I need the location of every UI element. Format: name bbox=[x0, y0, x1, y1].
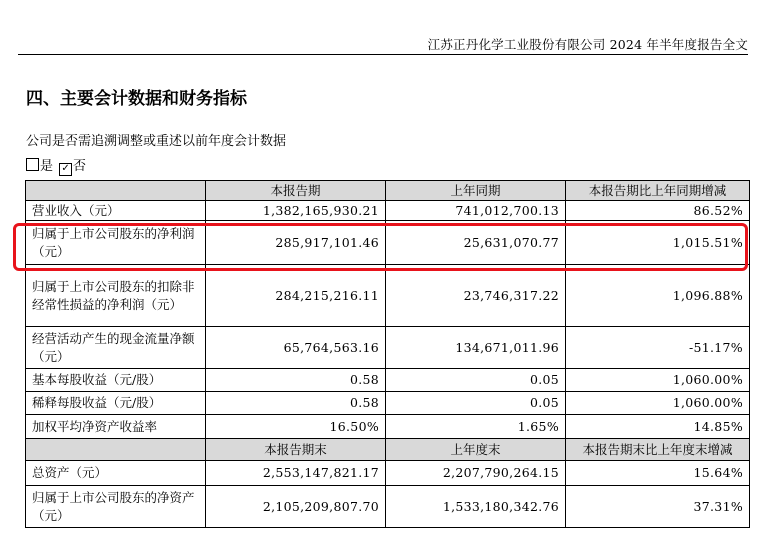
value-cell: 1.65% bbox=[386, 415, 566, 439]
value-cell: 23,746,317.22 bbox=[386, 265, 566, 327]
table-row bbox=[26, 369, 750, 392]
row-label: 基本每股收益（元/股） bbox=[26, 369, 206, 392]
table-header-row bbox=[26, 439, 750, 461]
header-cell: 本报告期 bbox=[206, 181, 386, 201]
value-cell: 2,207,790,264.15 bbox=[386, 461, 566, 486]
document-header bbox=[18, 36, 748, 55]
value-cell: 1,060.00% bbox=[566, 369, 750, 392]
row-label: 归属于上市公司股东的净利润（元） bbox=[26, 221, 206, 265]
checkbox-checked-icon[interactable]: ✓ bbox=[59, 163, 72, 176]
value-cell: 1,096.88% bbox=[566, 265, 750, 327]
header-cell: 上年同期 bbox=[386, 181, 566, 201]
table-row bbox=[26, 201, 750, 221]
header-cell: 上年度末 bbox=[386, 439, 566, 461]
table-header-row bbox=[26, 181, 750, 201]
value-cell: 65,764,563.16 bbox=[206, 327, 386, 369]
value-cell: 741,012,700.13 bbox=[386, 201, 566, 221]
document-title: 江苏正丹化学工业股份有限公司 2024 年半年度报告全文 bbox=[427, 37, 748, 52]
option-yes-label: 是 bbox=[40, 159, 54, 174]
option-no-label: 否 bbox=[73, 159, 87, 174]
value-cell: 2,553,147,821.17 bbox=[206, 461, 386, 486]
row-label: 稀释每股收益（元/股） bbox=[26, 392, 206, 415]
value-cell: 14.85% bbox=[566, 415, 750, 439]
row-label: 归属于上市公司股东的扣除非经常性损益的净利润（元） bbox=[26, 265, 206, 327]
row-label: 经营活动产生的现金流量净额（元） bbox=[26, 327, 206, 369]
value-cell: 1,382,165,930.21 bbox=[206, 201, 386, 221]
value-cell: 284,215,216.11 bbox=[206, 265, 386, 327]
table-row bbox=[26, 461, 750, 486]
value-cell: 37.31% bbox=[566, 486, 750, 528]
row-label: 总资产（元） bbox=[26, 461, 206, 486]
table-row bbox=[26, 486, 750, 528]
row-label: 营业收入（元） bbox=[26, 201, 206, 221]
value-cell: 0.58 bbox=[206, 392, 386, 415]
row-label: 加权平均净资产收益率 bbox=[26, 415, 206, 439]
value-cell: 134,671,011.96 bbox=[386, 327, 566, 369]
value-cell: 25,631,070.77 bbox=[386, 221, 566, 265]
value-cell: 15.64% bbox=[566, 461, 750, 486]
option-yes[interactable] bbox=[26, 155, 53, 176]
value-cell: 0.05 bbox=[386, 369, 566, 392]
value-cell: 1,060.00% bbox=[566, 392, 750, 415]
checkbox-unchecked-icon[interactable] bbox=[26, 158, 39, 171]
value-cell: 1,533,180,342.76 bbox=[386, 486, 566, 528]
value-cell: 0.58 bbox=[206, 369, 386, 392]
row-label: 归属于上市公司股东的净资产（元） bbox=[26, 486, 206, 528]
table-row bbox=[26, 265, 750, 327]
option-no[interactable] bbox=[59, 155, 86, 176]
header-blank-cell bbox=[26, 181, 206, 201]
value-cell: 2,105,209,807.70 bbox=[206, 486, 386, 528]
table-row bbox=[26, 392, 750, 415]
section-title: 四、主要会计数据和财务指标 bbox=[26, 89, 247, 109]
restatement-question: 公司是否需追溯调整或重述以前年度会计数据 bbox=[26, 134, 287, 149]
restatement-answer bbox=[26, 155, 86, 176]
value-cell: 86.52% bbox=[566, 201, 750, 221]
value-cell: 16.50% bbox=[206, 415, 386, 439]
value-cell: 0.05 bbox=[386, 392, 566, 415]
value-cell: 285,917,101.46 bbox=[206, 221, 386, 265]
header-cell: 本报告期比上年同期增减 bbox=[566, 181, 750, 201]
table-row bbox=[26, 415, 750, 439]
table-row bbox=[26, 221, 750, 265]
header-cell: 本报告期末比上年度末增减 bbox=[566, 439, 750, 461]
table-row bbox=[26, 327, 750, 369]
financial-indicators-table bbox=[25, 180, 750, 528]
value-cell: -51.17% bbox=[566, 327, 750, 369]
header-blank-cell bbox=[26, 439, 206, 461]
header-cell: 本报告期末 bbox=[206, 439, 386, 461]
value-cell: 1,015.51% bbox=[566, 221, 750, 265]
